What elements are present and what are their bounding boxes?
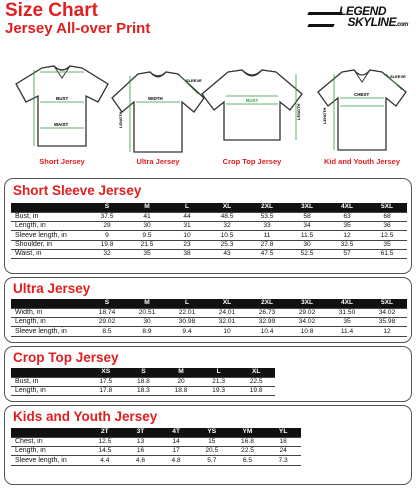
table-cell: 23 bbox=[167, 240, 207, 249]
table-cell: 16 bbox=[123, 447, 159, 456]
table-cell: 29 bbox=[87, 222, 127, 231]
shirt-caption: Kid and Youth Jersey bbox=[324, 157, 400, 166]
table-row bbox=[11, 222, 407, 231]
header-cell: 2XL bbox=[247, 203, 287, 212]
table-cell: 61.5 bbox=[367, 249, 407, 258]
table-cell: 12.5 bbox=[367, 231, 407, 240]
header-cell: XL bbox=[207, 203, 247, 212]
table-row bbox=[11, 447, 301, 456]
svg-text:WAIST: WAIST bbox=[54, 122, 69, 127]
table-cell: 32 bbox=[207, 222, 247, 231]
svg-text:LENGTH: LENGTH bbox=[322, 107, 327, 124]
shirt-caption: Crop Top Jersey bbox=[222, 157, 282, 166]
table-cell: 10 bbox=[167, 231, 207, 240]
table-header-row bbox=[11, 203, 407, 212]
table-cell: 22.01 bbox=[167, 308, 207, 317]
table-cell: 12 bbox=[367, 327, 407, 336]
table-cell: 30 bbox=[127, 222, 167, 231]
table-cell: 33 bbox=[247, 222, 287, 231]
table-header-row bbox=[11, 428, 301, 437]
header-cell: XL bbox=[207, 299, 247, 308]
header-cell bbox=[11, 428, 87, 437]
shirt-caption: Short Jersey bbox=[39, 157, 85, 166]
size-table bbox=[11, 368, 275, 396]
header-cell: YS bbox=[194, 428, 230, 437]
table-cell: 22.5 bbox=[230, 447, 266, 456]
header-cell: M bbox=[127, 203, 167, 212]
header-cell: 3XL bbox=[287, 299, 327, 308]
table-row bbox=[11, 456, 301, 465]
header-cell: M bbox=[162, 368, 200, 377]
row-label: Length, in bbox=[11, 447, 87, 456]
short-sleeve-jersey-panel bbox=[4, 178, 412, 274]
table-cell: 14 bbox=[158, 437, 194, 446]
table-cell: 17 bbox=[158, 447, 194, 456]
table-cell: 35.98 bbox=[367, 318, 407, 327]
table-cell: 9 bbox=[87, 231, 127, 240]
table-cell: 10.5 bbox=[207, 231, 247, 240]
kid-youth-jersey-icon bbox=[314, 66, 410, 154]
table-row bbox=[11, 212, 407, 221]
header-cell: S bbox=[125, 368, 163, 377]
table-cell: 68 bbox=[367, 212, 407, 221]
table-cell: 58 bbox=[287, 212, 327, 221]
header-cell: 4T bbox=[158, 428, 194, 437]
table-cell: 18.8 bbox=[162, 387, 200, 396]
short-jersey-diagram bbox=[14, 62, 110, 150]
table-cell: 20 bbox=[162, 377, 200, 386]
table-cell: 19.8 bbox=[237, 387, 275, 396]
table-cell: 48.5 bbox=[207, 212, 247, 221]
table-cell: 41 bbox=[127, 212, 167, 221]
table-cell: 29.02 bbox=[87, 318, 127, 327]
table-cell: 63 bbox=[327, 212, 367, 221]
table-cell: 30.98 bbox=[167, 318, 207, 327]
size-table bbox=[11, 428, 301, 466]
table-cell: 10.4 bbox=[247, 327, 287, 336]
header-cell: S bbox=[87, 203, 127, 212]
table-cell: 11.4 bbox=[327, 327, 367, 336]
table-row bbox=[11, 249, 407, 258]
header-cell: 2XL bbox=[247, 299, 287, 308]
panel-title: Ultra Jersey bbox=[13, 281, 91, 296]
short-jersey-icon bbox=[14, 62, 110, 150]
table-cell: 18.3 bbox=[125, 387, 163, 396]
table-cell: 4.6 bbox=[123, 456, 159, 465]
logo-stripe bbox=[307, 24, 334, 27]
table-cell: 47.5 bbox=[247, 249, 287, 258]
table-cell: 57 bbox=[327, 249, 367, 258]
table-cell: 30 bbox=[127, 318, 167, 327]
brand-logo bbox=[300, 4, 410, 38]
table-row bbox=[11, 231, 407, 240]
table-cell: 19.3 bbox=[200, 387, 238, 396]
table-row bbox=[11, 437, 301, 446]
svg-text:WIDTH: WIDTH bbox=[148, 96, 163, 101]
header-cell: S bbox=[87, 299, 127, 308]
panel-title: Crop Top Jersey bbox=[13, 350, 119, 365]
logo-word-2: SKYLINE.com bbox=[347, 15, 408, 29]
table-cell: 8.5 bbox=[87, 327, 127, 336]
table-cell: 34.02 bbox=[287, 318, 327, 327]
header-cell: L bbox=[200, 368, 238, 377]
table-cell: 4.8 bbox=[158, 456, 194, 465]
header-cell: YL bbox=[265, 428, 301, 437]
table-cell: 35 bbox=[367, 240, 407, 249]
table-cell: 27.8 bbox=[247, 240, 287, 249]
table-row bbox=[11, 387, 275, 396]
table-cell: 4.4 bbox=[87, 456, 123, 465]
table-cell: 20.5 bbox=[194, 447, 230, 456]
table-cell: 11.5 bbox=[287, 231, 327, 240]
table-cell: 31.50 bbox=[327, 308, 367, 317]
row-label: Bust, in bbox=[11, 212, 87, 221]
header-cell: 3XL bbox=[287, 203, 327, 212]
svg-text:LENGTH: LENGTH bbox=[118, 111, 123, 128]
table-header-row bbox=[11, 368, 275, 377]
row-label: Sleeve length, in bbox=[11, 327, 87, 336]
table-cell: 24.01 bbox=[207, 308, 247, 317]
size-table bbox=[11, 299, 407, 337]
ultra-jersey-icon bbox=[108, 68, 208, 154]
table-cell: 18.74 bbox=[87, 308, 127, 317]
svg-text:BUST: BUST bbox=[56, 96, 69, 101]
table-cell: 29.02 bbox=[287, 308, 327, 317]
table-row bbox=[11, 377, 275, 386]
table-cell: 37.5 bbox=[87, 212, 127, 221]
table-cell: 16.8 bbox=[230, 437, 266, 446]
logo-stripe bbox=[307, 12, 342, 15]
header-cell: 2T bbox=[87, 428, 123, 437]
table-cell: 22.5 bbox=[237, 377, 275, 386]
table-cell: 17.5 bbox=[87, 377, 125, 386]
row-label: Sleeve length, in bbox=[11, 231, 87, 240]
crop-top-jersey-icon bbox=[200, 66, 304, 154]
table-cell: 5.7 bbox=[194, 456, 230, 465]
table-cell: 11 bbox=[247, 231, 287, 240]
ultra-jersey-panel bbox=[4, 277, 412, 343]
row-label: Length, in bbox=[11, 222, 87, 231]
table-cell: 34.02 bbox=[367, 308, 407, 317]
crop-top-jersey-diagram bbox=[200, 66, 304, 154]
header-cell: M bbox=[127, 299, 167, 308]
table-cell: 32.99 bbox=[247, 318, 287, 327]
header-cell: L bbox=[167, 299, 207, 308]
table-cell: 10.8 bbox=[287, 327, 327, 336]
table-cell: 24 bbox=[265, 447, 301, 456]
svg-text:LENGTH: LENGTH bbox=[296, 103, 301, 120]
row-label: Waist, in bbox=[11, 249, 87, 258]
crop-top-jersey-panel bbox=[4, 346, 412, 402]
table-cell: 36 bbox=[367, 222, 407, 231]
row-label: Width, in bbox=[11, 308, 87, 317]
table-cell: 52.5 bbox=[287, 249, 327, 258]
table-cell: 35 bbox=[327, 318, 367, 327]
header-cell: 5XL bbox=[367, 299, 407, 308]
table-cell: 38 bbox=[167, 249, 207, 258]
header-cell bbox=[11, 299, 87, 308]
table-cell: 15 bbox=[194, 437, 230, 446]
table-cell: 7.3 bbox=[265, 456, 301, 465]
row-label: Chest, in bbox=[11, 437, 87, 446]
table-cell: 19.8 bbox=[87, 240, 127, 249]
table-cell: 44 bbox=[167, 212, 207, 221]
table-row bbox=[11, 318, 407, 327]
kid-youth-jersey-diagram bbox=[314, 66, 410, 154]
panel-title: Kids and Youth Jersey bbox=[13, 409, 158, 424]
table-cell: 35 bbox=[127, 249, 167, 258]
kids-youth-jersey-panel bbox=[4, 405, 412, 485]
row-label: Shoulder, in bbox=[11, 240, 87, 249]
row-label: Sleeve length, in bbox=[11, 456, 87, 465]
svg-text:SLEEVE: SLEEVE bbox=[186, 78, 202, 83]
header-cell: XL bbox=[237, 368, 275, 377]
header-cell: 5XL bbox=[367, 203, 407, 212]
table-cell: 21.3 bbox=[200, 377, 238, 386]
svg-text:BUST: BUST bbox=[246, 98, 259, 103]
table-cell: 6.5 bbox=[230, 456, 266, 465]
header-cell: YM bbox=[230, 428, 266, 437]
size-table bbox=[11, 203, 407, 259]
table-cell: 34 bbox=[287, 222, 327, 231]
panel-title: Short Sleeve Jersey bbox=[13, 183, 142, 198]
table-header-row bbox=[11, 299, 407, 308]
table-cell: 21.5 bbox=[127, 240, 167, 249]
page-title: Size Chart bbox=[5, 0, 98, 21]
logo-word-1: LEGEND bbox=[338, 4, 386, 18]
table-cell: 8.9 bbox=[127, 327, 167, 336]
table-cell: 12 bbox=[327, 231, 367, 240]
row-label: Bust, in bbox=[11, 377, 87, 386]
table-cell: 18.8 bbox=[125, 377, 163, 386]
table-cell: 12.5 bbox=[87, 437, 123, 446]
table-cell: 18 bbox=[265, 437, 301, 446]
header-cell: L bbox=[167, 203, 207, 212]
row-label: Length, in bbox=[11, 387, 87, 396]
header-cell bbox=[11, 203, 87, 212]
table-cell: 32.5 bbox=[327, 240, 367, 249]
table-cell: 14.5 bbox=[87, 447, 123, 456]
table-cell: 9.4 bbox=[167, 327, 207, 336]
table-cell: 25.3 bbox=[207, 240, 247, 249]
table-cell: 53.5 bbox=[247, 212, 287, 221]
table-cell: 26.73 bbox=[247, 308, 287, 317]
table-cell: 31 bbox=[167, 222, 207, 231]
header-cell: 4XL bbox=[327, 299, 367, 308]
svg-text:SLEEVE: SLEEVE bbox=[390, 74, 406, 79]
table-row bbox=[11, 308, 407, 317]
table-cell: 32 bbox=[87, 249, 127, 258]
header-cell: 3T bbox=[123, 428, 159, 437]
shirt-caption: Ultra Jersey bbox=[136, 157, 180, 166]
table-cell: 35 bbox=[327, 222, 367, 231]
page-subtitle: Jersey All-over Print bbox=[5, 20, 151, 37]
table-row bbox=[11, 240, 407, 249]
header-cell bbox=[11, 368, 87, 377]
table-cell: 13 bbox=[123, 437, 159, 446]
table-cell: 30 bbox=[287, 240, 327, 249]
row-label: Length, in bbox=[11, 318, 87, 327]
svg-text:CHEST: CHEST bbox=[354, 92, 370, 97]
header-cell: 4XL bbox=[327, 203, 367, 212]
table-cell: 10 bbox=[207, 327, 247, 336]
table-cell: 20.51 bbox=[127, 308, 167, 317]
table-cell: 17.8 bbox=[87, 387, 125, 396]
table-cell: 9.5 bbox=[127, 231, 167, 240]
table-cell: 32.01 bbox=[207, 318, 247, 327]
table-cell: 43 bbox=[207, 249, 247, 258]
header-cell: XS bbox=[87, 368, 125, 377]
table-row bbox=[11, 327, 407, 336]
ultra-jersey-diagram bbox=[108, 68, 208, 154]
